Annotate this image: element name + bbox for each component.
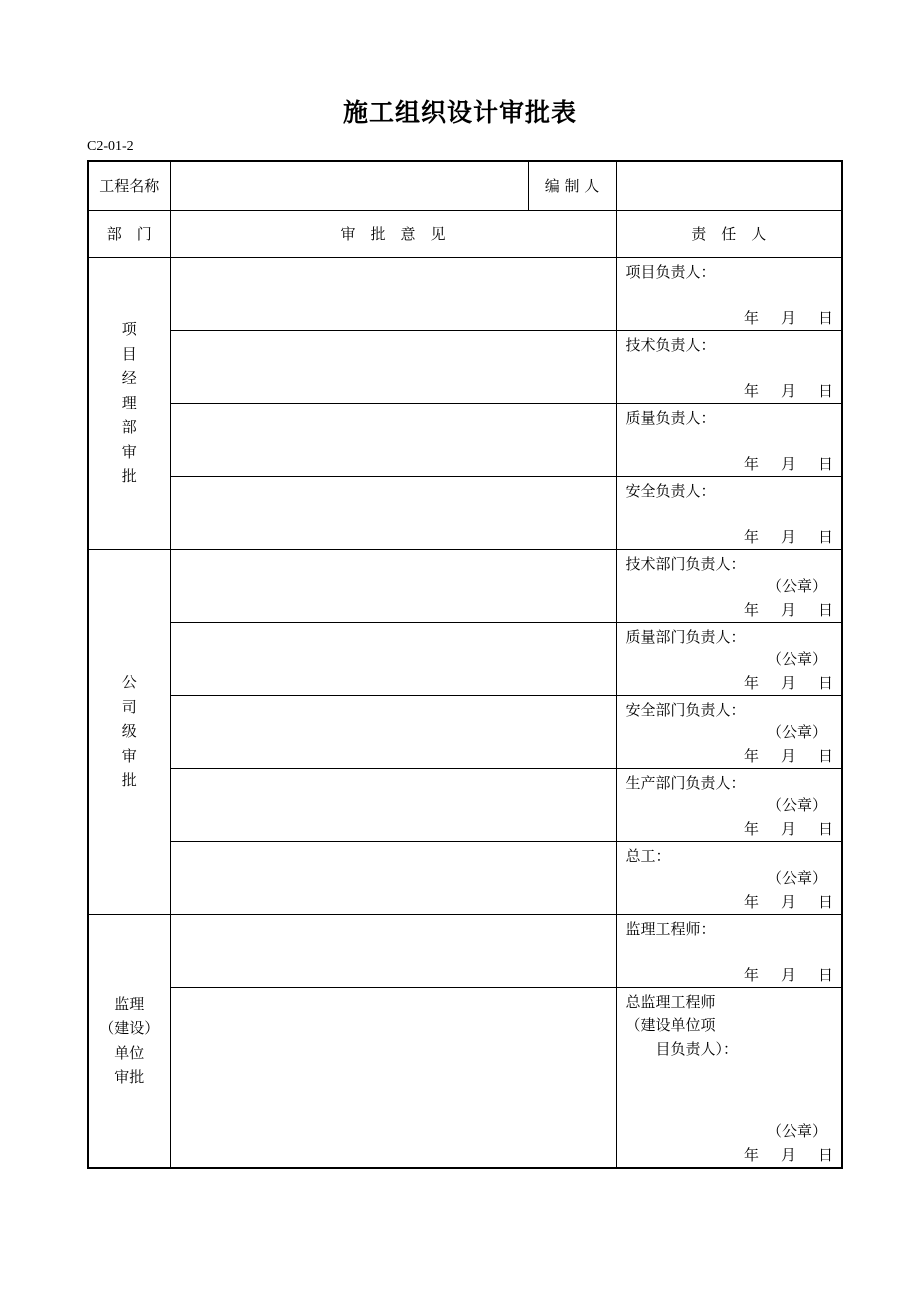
role-label [626, 991, 739, 1062]
opinion-cell[interactable] [170, 841, 616, 914]
section-label-char: 司 [121, 697, 137, 716]
date-line: 年 月 日 [743, 1146, 833, 1164]
section-label-char: 批 [121, 467, 137, 486]
approval-row [88, 403, 842, 476]
section-label-supervisor [88, 914, 170, 1168]
date-line: 年 月 日 [743, 819, 833, 838]
approval-row [88, 330, 842, 403]
role-label: 安全部门负责人： [625, 700, 746, 719]
approval-row [88, 914, 842, 987]
responsible-cell[interactable] [616, 403, 842, 476]
seal-label: （公章） [766, 795, 827, 814]
section-label-char: 审 [121, 442, 137, 461]
seal-label: （公章） [766, 868, 827, 887]
responsible-cell[interactable] [616, 768, 842, 841]
date-line: 年 月 日 [743, 673, 833, 692]
section-label-project-dept [88, 257, 170, 549]
seal-label: （公章） [766, 722, 827, 741]
responsible-cell[interactable] [616, 841, 842, 914]
section-label-char: 级 [121, 722, 137, 741]
approval-row [88, 695, 842, 768]
role-label: 质量部门负责人： [625, 627, 746, 646]
responsible-column-heading: 责 任 人 [616, 210, 842, 257]
date-line: 年 月 日 [743, 600, 833, 619]
section-label-line: （建设） [99, 1019, 160, 1038]
approval-row [88, 257, 842, 330]
opinion-cell[interactable] [170, 549, 616, 622]
section-label-char: 项 [121, 320, 137, 339]
approval-row [88, 476, 842, 549]
compiler-label: 编 制 人 [528, 161, 616, 210]
approval-row [88, 549, 842, 622]
approval-row [88, 841, 842, 914]
approval-form-table [87, 160, 843, 1169]
project-name-field[interactable] [170, 161, 528, 210]
responsible-cell[interactable] [616, 622, 842, 695]
approval-row [88, 622, 842, 695]
responsible-cell[interactable] [616, 257, 842, 330]
opinion-cell[interactable] [170, 257, 616, 330]
opinion-cell[interactable] [170, 622, 616, 695]
role-label: 监理工程师： [625, 919, 716, 938]
section-label-char: 部 [121, 418, 137, 437]
section-label-char: 理 [121, 393, 137, 412]
responsible-cell[interactable] [616, 695, 842, 768]
date-line: 年 月 日 [743, 454, 833, 473]
project-name-label: 工程名称 [88, 161, 170, 210]
form-code: C2-01-2 [87, 139, 134, 154]
role-label: 生产部门负责人： [625, 773, 746, 792]
date-line: 年 月 日 [743, 308, 833, 327]
section-label-line: 监理 [114, 994, 145, 1013]
responsible-cell[interactable] [616, 330, 842, 403]
role-label: 技术部门负责人： [625, 554, 746, 573]
role-label-line: 总监理工程师 [625, 992, 716, 1011]
section-label-char: 审 [121, 746, 137, 765]
section-label-company [88, 549, 170, 914]
date-line: 年 月 日 [743, 381, 833, 400]
role-label: 质量负责人： [625, 408, 716, 427]
opinion-cell[interactable] [170, 768, 616, 841]
seal-label: （公章） [766, 649, 827, 668]
opinion-cell[interactable] [170, 695, 616, 768]
section-label-line: 单位 [114, 1043, 145, 1062]
department-column-heading: 部 门 [88, 210, 170, 257]
opinion-cell[interactable] [170, 987, 616, 1168]
responsible-cell[interactable] [616, 914, 842, 987]
form-title: 施工组织设计审批表 [342, 98, 577, 127]
responsible-cell[interactable] [616, 987, 842, 1168]
column-heading-row [88, 210, 842, 257]
section-label-char: 目 [121, 344, 137, 363]
role-label-line: 目负责人）： [625, 1039, 739, 1058]
seal-label: （公章） [766, 1122, 827, 1140]
date-line: 年 月 日 [743, 527, 833, 546]
section-label-char: 批 [121, 771, 137, 790]
approval-row [88, 768, 842, 841]
role-label: 总工： [625, 846, 671, 865]
opinion-cell[interactable] [170, 476, 616, 549]
responsible-cell[interactable] [616, 476, 842, 549]
role-label: 技术负责人： [625, 335, 716, 354]
opinion-cell[interactable] [170, 403, 616, 476]
role-label: 项目负责人： [625, 262, 716, 281]
section-label-line: 审批 [114, 1068, 145, 1087]
role-label: 安全负责人： [625, 481, 716, 500]
approval-row [88, 987, 842, 1168]
responsible-cell[interactable] [616, 549, 842, 622]
date-line: 年 月 日 [743, 965, 833, 984]
date-line: 年 月 日 [743, 892, 833, 911]
header-row [88, 161, 842, 210]
seal-label: （公章） [766, 576, 827, 595]
section-label-char: 经 [121, 369, 137, 388]
opinion-cell[interactable] [170, 330, 616, 403]
opinion-column-heading: 审 批 意 见 [170, 210, 616, 257]
compiler-field[interactable] [616, 161, 842, 210]
opinion-cell[interactable] [170, 914, 616, 987]
section-label-char: 公 [121, 673, 137, 692]
date-line: 年 月 日 [743, 746, 833, 765]
role-label-line: （建设单位项 [625, 1016, 716, 1034]
